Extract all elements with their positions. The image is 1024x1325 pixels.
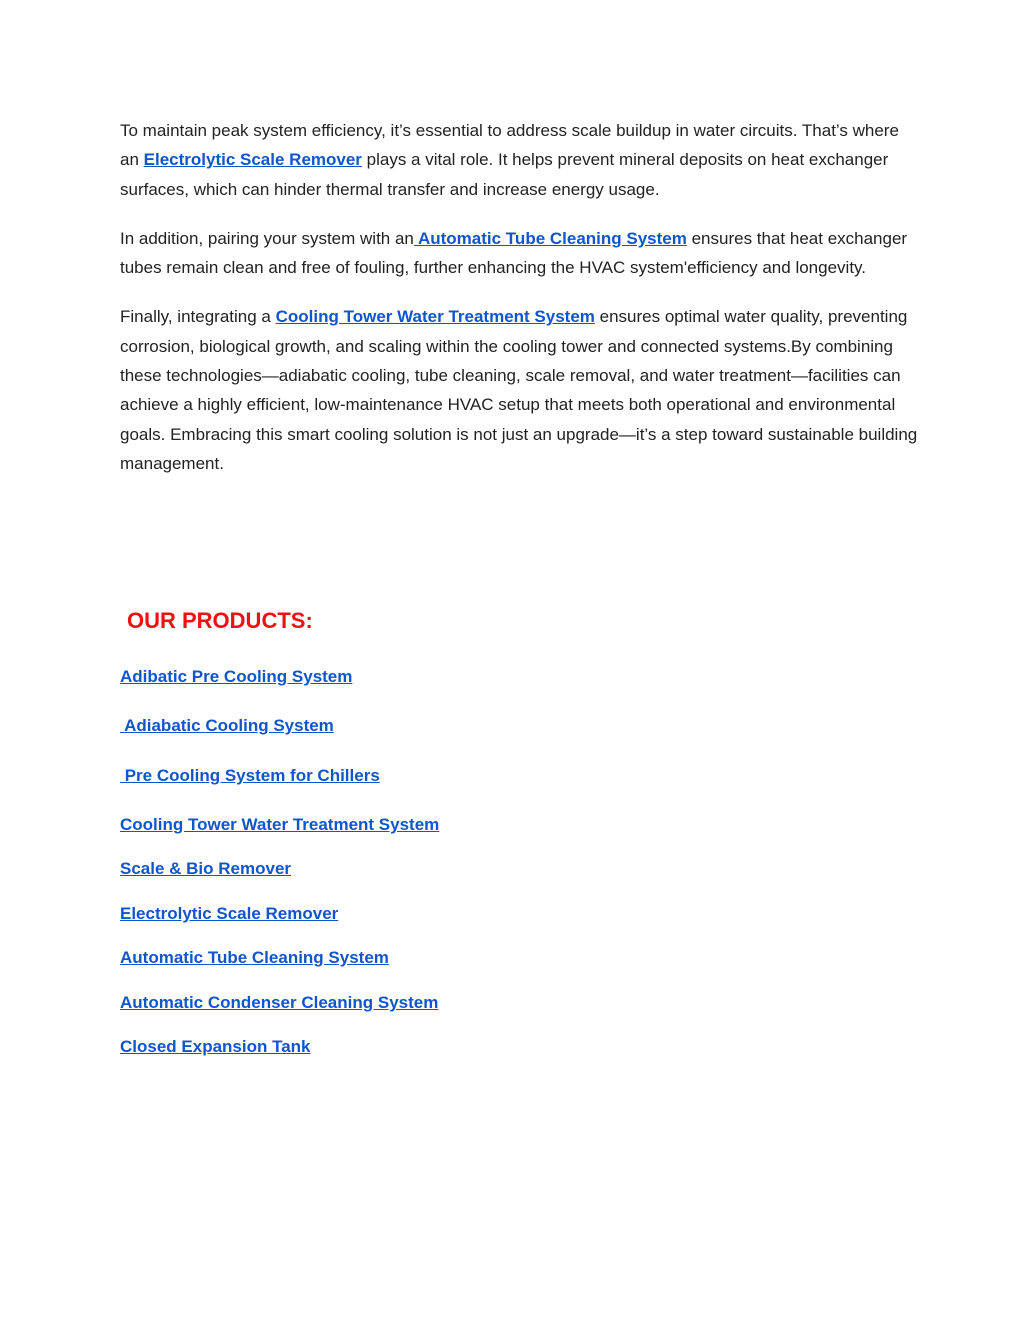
paragraph-water-treatment (120, 302, 920, 478)
product-link[interactable]: Adiabatic Cooling System (120, 716, 334, 735)
product-link[interactable]: Electrolytic Scale Remover (120, 904, 339, 923)
link-cooling-tower-water-treatment[interactable]: Cooling Tower Water Treatment System (275, 307, 595, 327)
product-link[interactable]: Adibatic Pre Cooling System (120, 667, 353, 686)
product-link[interactable]: Scale & Bio Remover (120, 859, 292, 878)
product-link[interactable]: Cooling Tower Water Treatment System (120, 815, 440, 834)
paragraph-text: plays a vital role. It helps prevent mineral deposits on heat exchanger surfaces, which can hinder thermal transfer and increase energy usage. (120, 150, 889, 199)
article-body (120, 116, 920, 498)
product-link[interactable]: Pre Cooling System for Chillers (120, 766, 380, 785)
paragraph-text: Finally, integrating a (120, 307, 276, 327)
product-link[interactable]: Automatic Condenser Cleaning System (120, 993, 439, 1012)
link-electrolytic-scale-remover[interactable]: Electrolytic Scale Remover (143, 150, 362, 170)
paragraph-text: To maintain peak system efficiency, it’s essential to address scale buildup in water circuits. That’s where an (120, 121, 899, 170)
link-automatic-tube-cleaning[interactable]: Automatic Tube Cleaning System (413, 228, 687, 248)
paragraph-text: ensures optimal water quality, preventing corrosion, biological growth, and scaling within the cooling tower and connected systems.By combining these technologies—adiabatic cooling, tube cleaning, scale removal, and water treatment—facilities can achieve a highly efficient, low-maintenance HVAC setup that meets both operational and environmental goals. Embracing this smart cooling solution is not just an upgrade—it’s a step toward sustainable building management. (120, 307, 918, 473)
paragraph-text: In addition, pairing your system with an (120, 228, 414, 248)
product-link[interactable]: Closed Expansion Tank (120, 1037, 311, 1056)
product-link[interactable]: Automatic Tube Cleaning System (120, 948, 389, 967)
products-heading: OUR PRODUCTS: (127, 608, 313, 633)
paragraph-scale-remover (120, 116, 920, 204)
paragraph-tube-cleaning (120, 224, 920, 283)
paragraph-text: ensures that heat exchanger tubes remain clean and free of fouling, further enhancing the HVAC system'efficiency and longevity. (120, 228, 908, 278)
